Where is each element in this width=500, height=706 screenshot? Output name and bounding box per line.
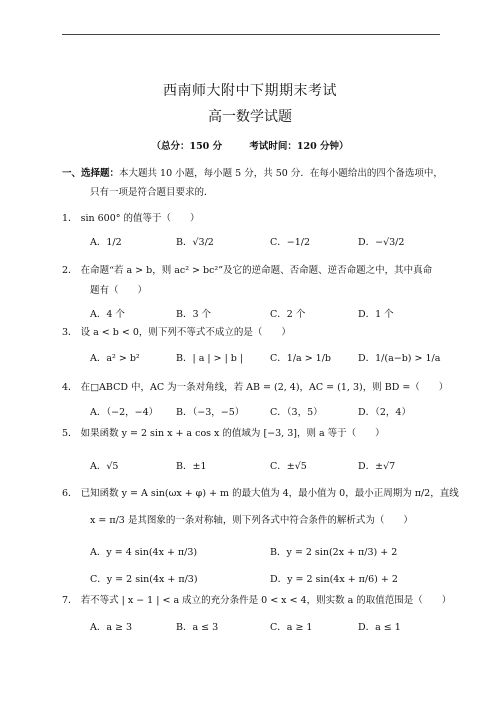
q5-option-c: C．±√5 bbox=[270, 461, 307, 472]
q6-option-d: D．y = 2 sin(4x + π/6) + 2 bbox=[270, 574, 398, 585]
question-2 bbox=[62, 265, 432, 277]
question-number: 1． bbox=[62, 213, 78, 224]
question-stem: 若不等式 | x − 1 | < a 成立的充分条件是 0 < x < 4，则实数 a 的取值范围是（ ） bbox=[80, 595, 452, 606]
q4-option-a: A．（−2，−4） bbox=[90, 407, 159, 418]
q5-option-d: D．±√7 bbox=[358, 461, 396, 472]
q1-option-c: C．−1/2 bbox=[270, 237, 311, 248]
question-stem: sin 600° 的值等于（ ） bbox=[80, 213, 200, 224]
question-6-cont: x = π/3 是其图象的一条对称轴，则下列各式中符合条件的解析式为（ ） bbox=[90, 515, 413, 526]
exam-time: 考试时间：120 分钟） bbox=[249, 141, 349, 152]
question-2-cont: 题有（ ） bbox=[90, 285, 148, 296]
section-label: 一、选择题： bbox=[62, 168, 120, 179]
question-number: 3． bbox=[62, 327, 78, 338]
exam-subtitle: 高一数学试题 bbox=[208, 109, 292, 125]
q2-option-d: D．1 个 bbox=[358, 309, 394, 320]
q7-option-b: B．a ≤ 3 bbox=[176, 622, 219, 633]
question-number: 2． bbox=[62, 265, 78, 276]
question-7 bbox=[62, 595, 451, 607]
q2-option-c: C．2 个 bbox=[270, 309, 306, 320]
q7-option-d: D．a ≤ 1 bbox=[358, 622, 401, 633]
question-stem: 设 a < b < 0，则下列不等式不成立的是（ ） bbox=[80, 327, 291, 338]
q5-option-a: A．√5 bbox=[90, 461, 119, 472]
q3-option-c: C．1/a > 1/b bbox=[270, 353, 332, 364]
q1-option-d: D．−√3/2 bbox=[358, 237, 405, 248]
q2-option-a: A．4 个 bbox=[90, 309, 125, 320]
q6-option-c: C．y = 2 sin(4x + π/3) bbox=[90, 574, 198, 585]
q1-option-a: A．1/2 bbox=[90, 237, 122, 248]
q4-option-c: C．（3，5） bbox=[270, 407, 323, 418]
question-1 bbox=[62, 213, 200, 225]
q2-option-b: B．3 个 bbox=[176, 309, 212, 320]
question-5 bbox=[62, 428, 385, 440]
question-number: 5． bbox=[62, 428, 78, 439]
q6-option-b: B．y = 2 sin(2x + π/3) + 2 bbox=[270, 547, 398, 558]
question-stem: 已知函数 y = A sin(ωx + φ) + m 的最大值为 4，最小值为 0，最小正周期为 π/2，直线 bbox=[80, 488, 459, 499]
section-text-1: 本大题共 10 小题，每小题 5 分，共 50 分．在每小题给出的四个备选项中， bbox=[119, 168, 443, 179]
q1-option-b: B．√3/2 bbox=[176, 237, 214, 248]
question-stem: 如果函数 y = 2 sin x + a cos x 的值域为 [−3, 3]，则 a 等于（ ） bbox=[80, 428, 385, 439]
total-score: （总分：150 分 bbox=[151, 141, 223, 152]
question-stem: 在□ABCD 中，AC 为一条对角线，若 AB = (2, 4)，AC = (1, 3)，则 BD =（ ） bbox=[80, 382, 449, 393]
q7-option-c: C．a ≥ 1 bbox=[270, 622, 313, 633]
q3-option-a: A．a² > b² bbox=[90, 353, 140, 364]
q3-option-d: D．1/(a−b) > 1/a bbox=[358, 353, 441, 364]
section-text-2: 只有一项是符合题目要求的． bbox=[90, 187, 214, 198]
question-number: 7． bbox=[62, 595, 78, 606]
q4-option-b: B．（−3，−5） bbox=[176, 407, 245, 418]
question-number: 4． bbox=[62, 382, 78, 393]
q7-option-a: A．a ≥ 3 bbox=[90, 622, 133, 633]
question-3 bbox=[62, 327, 291, 339]
question-4 bbox=[62, 382, 448, 394]
exam-title: 西南师大附中下期期末考试 bbox=[163, 83, 337, 99]
header-rule bbox=[62, 34, 440, 35]
question-stem: 在命题“若 a > b，则 ac² > bc²”及它的逆命题、否命题、逆否命题之中，其中真命 bbox=[80, 265, 433, 276]
q5-option-b: B．±1 bbox=[176, 461, 207, 472]
q4-option-d: D．（2，4） bbox=[358, 407, 411, 418]
exam-meta bbox=[0, 138, 500, 152]
question-number: 6． bbox=[62, 488, 78, 499]
q6-option-a: A．y = 4 sin(4x + π/3) bbox=[90, 547, 198, 558]
question-6 bbox=[62, 488, 459, 500]
q3-option-b: B．| a | > | b | bbox=[176, 353, 244, 364]
section-header bbox=[62, 168, 443, 180]
